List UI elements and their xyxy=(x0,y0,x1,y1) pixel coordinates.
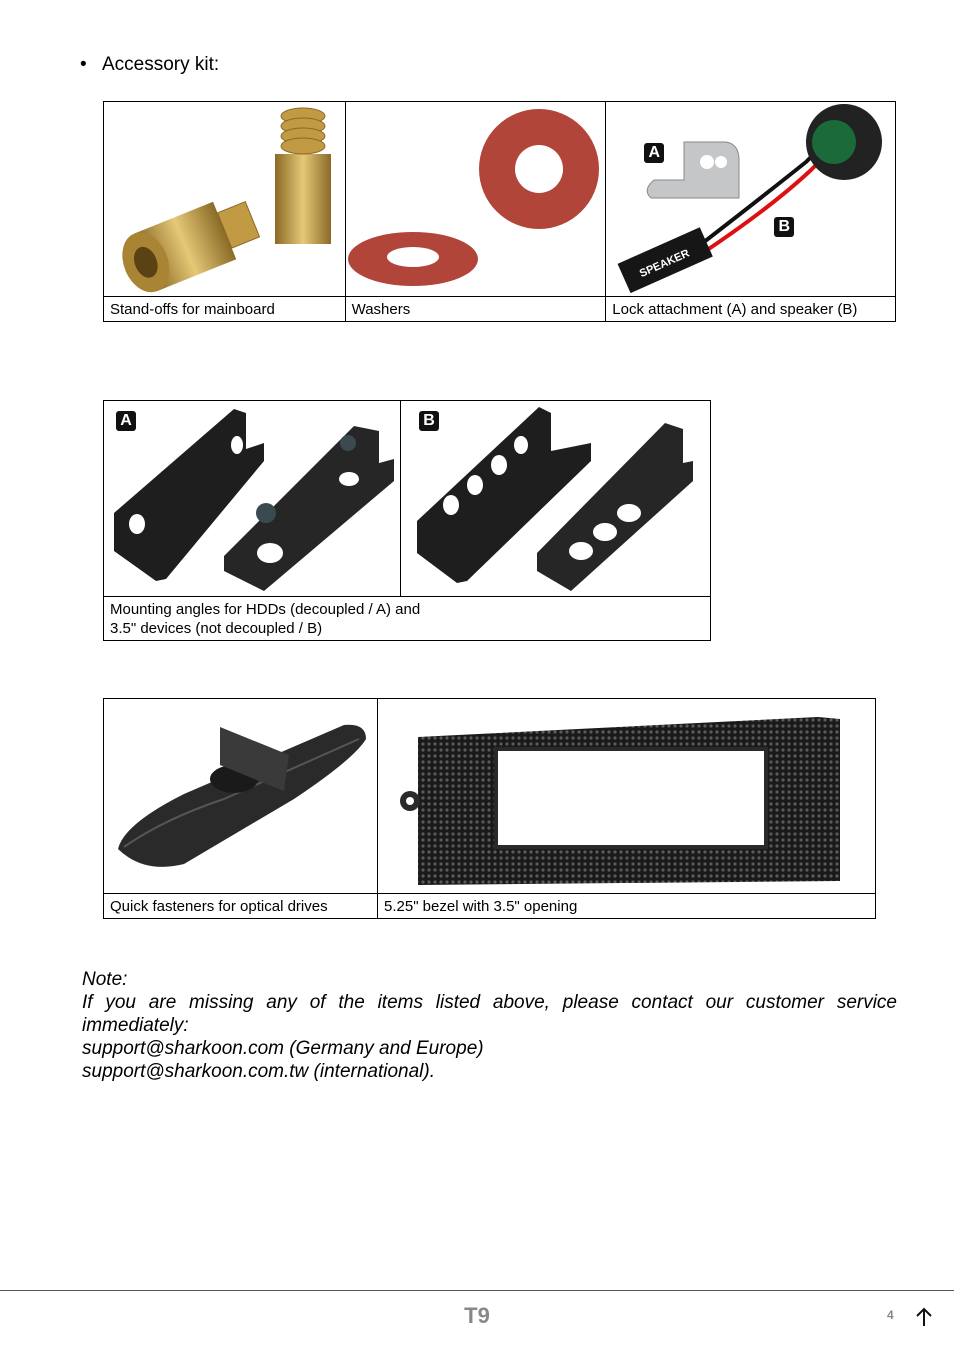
badge-b: B xyxy=(774,217,794,237)
note-body: If you are missing any of the items listed above, please contact our customer service immediately: xyxy=(82,992,897,1036)
bezel-image-cell xyxy=(378,699,876,894)
footer-divider xyxy=(0,1290,954,1291)
accessory-table-1 xyxy=(103,101,896,322)
arrow-up-icon[interactable] xyxy=(914,1306,934,1328)
caption-line-1: Mounting angles for HDDs (decoupled / A) and xyxy=(110,601,421,618)
caption-washers: Washers xyxy=(345,297,606,322)
devices-angles-image-cell xyxy=(401,401,711,597)
accessory-table-2 xyxy=(103,400,711,641)
lock-speaker-image xyxy=(606,102,894,296)
standoffs-image-cell xyxy=(104,102,346,297)
badge-a: A xyxy=(644,143,664,163)
caption-line-2: 3.5" devices (not decoupled / B) xyxy=(110,620,323,637)
standoffs-image xyxy=(104,102,344,296)
accessory-kit-heading xyxy=(80,54,219,76)
page-number: 4 xyxy=(887,1308,894,1322)
badge-b: B xyxy=(419,411,439,431)
quick-fastener-image-cell xyxy=(104,699,378,894)
caption-bezel: 5.25" bezel with 3.5" opening xyxy=(378,894,876,919)
bezel-image xyxy=(378,699,875,893)
devices-angles-image xyxy=(401,401,710,596)
hdd-angles-image-cell xyxy=(104,401,401,597)
footer-title: T9 xyxy=(464,1303,490,1328)
caption-mounting-angles xyxy=(104,597,711,641)
bullet: • xyxy=(80,54,87,75)
note-block xyxy=(82,968,897,1083)
washers-image-cell xyxy=(345,102,606,297)
note-heading: Note: xyxy=(82,969,128,990)
lock-speaker-image-cell xyxy=(606,102,896,297)
caption-lock-speaker: Lock attachment (A) and speaker (B) xyxy=(606,297,896,322)
speaker-connector-label: SPEAKER xyxy=(638,247,692,281)
accessory-kit-label: Accessory kit: xyxy=(102,54,220,75)
washers-image xyxy=(346,102,605,296)
hdd-angles-image xyxy=(104,401,400,596)
support-email-europe: support@sharkoon.com (Germany and Europe) xyxy=(82,1038,484,1059)
badge-a: A xyxy=(116,411,136,431)
accessory-table-3 xyxy=(103,698,876,919)
caption-quick-fasteners: Quick fasteners for optical drives xyxy=(104,894,378,919)
caption-standoffs: Stand-offs for mainboard xyxy=(104,297,346,322)
quick-fastener-image xyxy=(104,699,377,893)
support-email-international: support@sharkoon.com.tw (international). xyxy=(82,1061,436,1082)
